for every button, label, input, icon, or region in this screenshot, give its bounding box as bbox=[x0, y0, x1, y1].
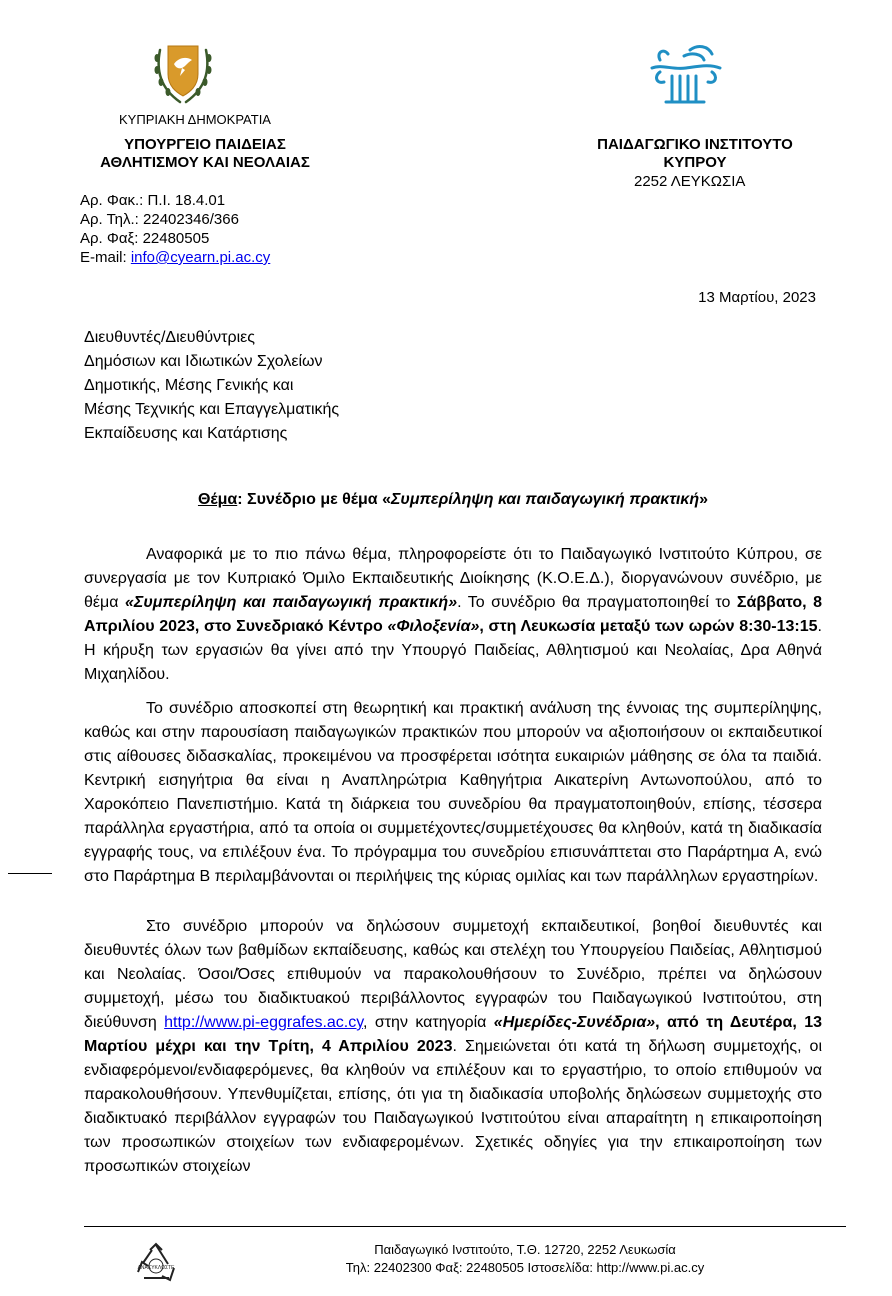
file-number: Αρ. Φακ.: Π.Ι. 18.4.01 bbox=[80, 192, 226, 209]
subject-text: : Συνέδριο με θέμα « bbox=[237, 491, 391, 508]
subject-close: » bbox=[699, 491, 709, 508]
recipient-line: Δημοτικής, Μέσης Γενικής και bbox=[84, 377, 294, 394]
footer-contacts: Τηλ: 22402300 Φαξ: 22480505 Ιστοσελίδα: http://www.pi.ac.cy bbox=[345, 1260, 705, 1275]
pedagogical-institute-logo-icon bbox=[646, 42, 726, 106]
subject-line bbox=[84, 489, 822, 511]
p3-registration-period: , από τη Δευτέρα, 13 Μαρτίου μέχρι και την Τρίτη, 4 Απριλίου 2023 bbox=[84, 1014, 822, 1055]
footer-address: Παιδαγωγικό Ινστιτούτο, Τ.Θ. 12720, 2252 Λευκωσία bbox=[374, 1242, 676, 1257]
email-link[interactable]: info@cyearn.pi.ac.cy bbox=[130, 249, 271, 266]
cyprus-coat-of-arms-icon bbox=[152, 40, 214, 106]
letter-date: 13 Μαρτίου, 2023 bbox=[698, 289, 816, 306]
recycle-icon bbox=[132, 1242, 180, 1288]
fax-number: Αρ. Φαξ: 22480505 bbox=[80, 230, 210, 247]
ministry-name-line1: ΥΠΟΥΡΓΕΙΟ ΠΑΙΔΕΙΑΣ bbox=[124, 136, 286, 153]
institute-name-line1: ΠΑΙΔΑΓΩΓΙΚΟ ΙΝΣΤΙΤΟΥΤΟ bbox=[597, 136, 793, 153]
p1-theme: «Συμπερίληψη και παιδαγωγική πρακτική» bbox=[125, 594, 458, 611]
p1-text: . Το συνέδριο θα πραγματοποιηθεί το bbox=[457, 594, 737, 611]
p1-text: Αναφορικά με το πιο πάνω θέμα, πληροφορείστε ότι το Παιδαγωγικό Ινστιτούτο Κύπρου, σε συνεργασία με τον Κυπριακό Όμιλο Εκπαιδευτικής Διοίκησης (Κ.Ο.Ε.Δ.), διοργανώνουν συνέδριο, με θέμα bbox=[84, 546, 822, 611]
p3-text: Στο συνέδριο μπορούν να δηλώσουν συμμετοχή εκπαιδευτικοί, βοηθοί διευθυντές και διευθυντές όλων των βαθμίδων εκπαίδευσης, καθώς και στελέχη του Υπουργείου Παιδείας, Αθλητισμού και Νεολαίας. Όσοι/Όσες επιθυμούν να παρακολουθήσουν το Συνέδριο, πρέπει να δηλώσουν συμμετοχή, μέσω του διαδικτυακού περιβάλλοντος εγγραφών του Παιδαγωγικού Ινστιτούτου, στη διεύθυνση bbox=[84, 918, 822, 1031]
subject-label: Θέμα bbox=[197, 491, 238, 508]
paragraph-3 bbox=[84, 915, 822, 1179]
p1-venue-name: «Φιλοξενία» bbox=[387, 618, 480, 635]
footer-divider bbox=[84, 1226, 846, 1227]
phone-number: Αρ. Τηλ.: 22402346/366 bbox=[80, 211, 239, 228]
margin-mark bbox=[8, 873, 52, 874]
institute-name-line2: ΚΥΠΡΟΥ bbox=[663, 154, 727, 171]
ministry-name-line2: ΑΘΛΗΤΙΣΜΟΥ ΚΑΙ ΝΕΟΛΑΙΑΣ bbox=[100, 154, 310, 171]
recipient-line: Δημόσιων και Ιδιωτικών Σχολείων bbox=[84, 353, 323, 370]
republic-label: ΚΥΠΡΙΑΚΗ ΔΗΜΟΚΡΑΤΙΑ bbox=[119, 112, 271, 127]
p2-text: Το συνέδριο αποσκοπεί στη θεωρητική και πρακτική ανάλυση της έννοιας της συμπερίληψης, καθώς και στην παρουσίαση παιδαγωγικών πρακτικών που μπορούν να αξιοποιήσουν οι εκπαιδευτικοί στις αίθουσες διδασκαλίας, προκειμένου να προσφέρεται ισότητα ευκαιριών μάθησης σε όλα τα παιδιά. Κεντρική εισηγήτρια θα είναι η Αναπληρώτρια Καθηγήτρια Αικατερίνη Αντωνοπούλου, από το Χαροκόπειο Πανεπιστήμιο. Κατά τη διάρκεια του συνεδρίου θα πραγματοποιηθούν, επίσης, τέσσερα παράλληλα εργαστήρια, από τα οποία οι συμμετέχοντες/συμμετέχουσες θα κληθούν, κατά τη διαδικασία εγγραφής τους, να επιλέξουν ένα. Το πρόγραμμα του συνεδρίου επισυνάπτεται στο Παράρτημα Α, ενώ στο Παράρτημα Β περιλαμβάνονται οι περιλήψεις της κύριας ομιλίας και των παράλληλων εργαστηρίων. bbox=[84, 700, 822, 885]
recycle-text: ΑΝΑΚΥΚΛΩΣΤΕ bbox=[137, 1265, 175, 1271]
recipient-line: Διευθυντές/Διευθύντριες bbox=[84, 329, 255, 346]
subject-title: Συμπερίληψη και παιδαγωγική πρακτική bbox=[390, 491, 700, 508]
recipient-line: Μέσης Τεχνικής και Επαγγελματικής bbox=[84, 401, 340, 418]
reference-block bbox=[80, 191, 380, 267]
recipients-block bbox=[84, 326, 484, 446]
p3-category: «Ημερίδες-Συνέδρια» bbox=[493, 1014, 656, 1031]
registration-link[interactable]: http://www.pi-eggrafes.ac.cy bbox=[164, 1014, 364, 1031]
email-label: E-mail: bbox=[80, 249, 131, 266]
paragraph-1 bbox=[84, 543, 822, 687]
p3-text: , στην κατηγορία bbox=[363, 1014, 494, 1031]
paragraph-2 bbox=[84, 697, 822, 889]
p1-text: . Η κήρυξη των εργασιών θα γίνει από την Υπουργό Παιδείας, Αθλητισμού και Νεολαίας, Δρα Αθηνά Μιχαηλίδου. bbox=[84, 618, 822, 683]
institute-city: 2252 ΛΕΥΚΩΣΙΑ bbox=[634, 173, 746, 190]
recipient-line: Εκπαίδευσης και Κατάρτισης bbox=[84, 425, 288, 442]
p1-time: , στη Λευκωσία μεταξύ των ωρών 8:30-13:15 bbox=[479, 618, 818, 635]
p3-text: . Σημειώνεται ότι κατά τη δήλωση συμμετοχής, οι ενδιαφερόμενοι/ενδιαφερόμενες, θα κληθούν να επιλέξουν και το εργαστήριο, το οποίο επιθυμούν να παρακολουθήσουν. Υπενθυμίζεται, επίσης, ότι για τη διαδικασία υποβολής δηλώσεων συμμετοχής στο διαδικτυακό περιβάλλον εγγραφών του Παιδαγωγικού Ινστιτούτου είναι απαραίτητη η επικαιροποίηση των προσωπικών στοιχείων των ενδιαφερομένων. Σχετικές οδηγίες για την επικαιροποίηση των προσωπικών στοιχείων bbox=[84, 1038, 823, 1175]
p1-date-venue: Σάββατο, 8 Απριλίου 2023, στο Συνεδριακό Κέντρο bbox=[84, 594, 823, 635]
